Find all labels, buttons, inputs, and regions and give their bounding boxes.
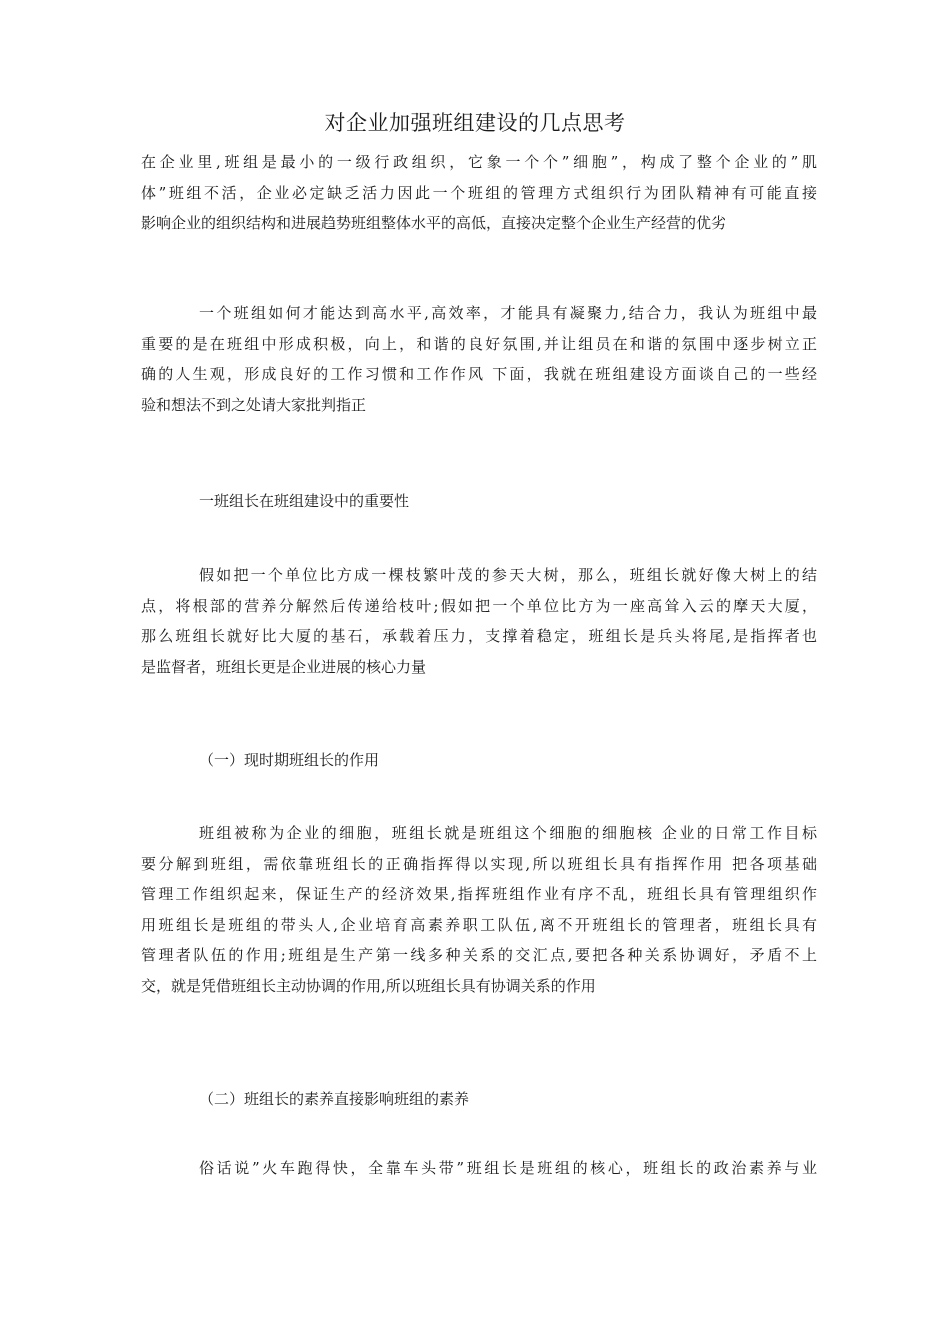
text-line: 用班组长是班组的带头人,企业培育高素养职工队伍,离不开班组长的管理者，班组长具有	[141, 915, 817, 934]
section-heading-2: （一）现时期班组长的作用	[199, 751, 380, 769]
text-line: 点，将根部的营养分解然后传递给枝叶;假如把一个单位比方为一座高耸入云的摩天大厦，	[141, 596, 817, 615]
text-line: 确的人生观，形成良好的工作习惯和工作作风 下面，我就在班组建设方面谈自己的一些经	[141, 365, 817, 383]
text-line: 一个班组如何才能达到高水平,高效率，才能具有凝聚力,结合力，我认为班组中最	[199, 304, 817, 322]
section-heading-3: （二）班组长的素养直接影响班组的素养	[199, 1090, 470, 1108]
text-line: 班组被称为企业的细胞，班组长就是班组这个细胞的细胞核 企业的日常工作目标	[199, 824, 817, 842]
text-line: 管理者队伍的作用;班组是生产第一线多种关系的交汇点,要把各种关系协调好，矛盾不上	[141, 946, 817, 964]
text-line: 在企业里,班组是最小的一级行政组织，它象一个个”细胞”，构成了整个企业的”肌	[141, 153, 817, 171]
paragraph-intro	[141, 147, 817, 239]
text-line: 体”班组不活，企业必定缺乏活力因此一个班组的管理方式组织行为团队精神有可能直接	[141, 183, 817, 202]
text-line: 影响企业的组织结构和进展趋势班组整体水平的高低，直接决定整个企业生产经营的优劣	[141, 214, 727, 232]
text-line: 要分解到班组，需依靠班组长的正确指挥得以实现,所以班组长具有指挥作用 把各项基础	[141, 854, 817, 873]
text-line: 是监督者，班组长更是企业进展的核心力量	[141, 657, 427, 676]
text-line: 管理工作组织起来，保证生产的经济效果,指挥班组作业有序不乱，班组长具有管理组织作	[141, 885, 817, 903]
text-line: 重要的是在班组中形成积极，向上，和谐的良好氛围,并让组员在和谐的氛围中逐步树立正	[141, 334, 817, 353]
text-line: 交，就是凭借班组长主动协调的作用,所以班组长具有协调关系的作用	[141, 976, 596, 995]
paragraph-importance	[141, 560, 817, 682]
text-line: 验和想法不到之处请大家批判指正	[141, 395, 367, 414]
section-heading-1: 一班组长在班组建设中的重要性	[199, 492, 410, 510]
paragraph-quality	[141, 1153, 817, 1184]
text-line: 假如把一个单位比方成一棵枝繁叶茂的参天大树，那么，班组长就好像大树上的结	[199, 566, 817, 584]
paragraph-role	[141, 818, 817, 1001]
text-line: 那么班组长就好比大厦的基石，承载着压力，支撑着稳定，班组长是兵头将尾,是指挥者也	[141, 627, 817, 645]
document-title: 对企业加强班组建设的几点思考	[324, 111, 626, 135]
paragraph-purpose	[141, 298, 817, 420]
text-line: 俗话说”火车跑得快，全靠车头带”班组长是班组的核心，班组长的政治素养与业	[199, 1159, 817, 1177]
